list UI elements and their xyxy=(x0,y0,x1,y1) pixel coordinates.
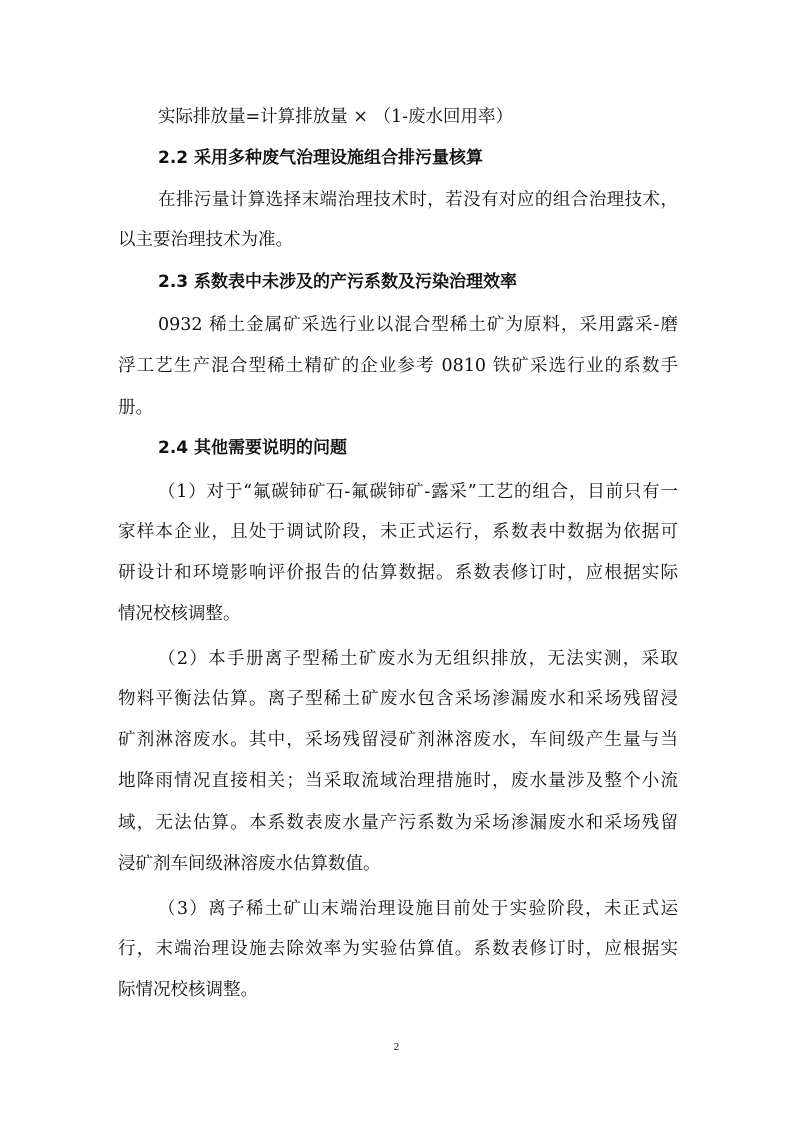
paragraph-line: 在排污量计算选择末端治理技术时，若没有对应的组合治理技术， xyxy=(158,190,678,210)
paragraph-line: （2）本手册离子型稀土矿废水为无组织排放，无法实测，采取 xyxy=(158,649,678,669)
paragraph-line: 行，末端治理设施去除效率为实验估算值。系数表修订时，应根据实 xyxy=(118,939,678,959)
paragraph-line: （1）对于“氟碳铈矿石-氟碳铈矿-露采”工艺的组合，目前只有一 xyxy=(158,482,678,502)
formula-line: 实际排放量=计算排放量 × （1-废水回用率） xyxy=(158,107,513,127)
paragraph-line: 浮工艺生产混合型稀土精矿的企业参考 0810 铁矿采选行业的系数手 xyxy=(118,356,678,376)
paragraph-line: 0932 稀土金属矿采选行业以混合型稀土矿为原料，采用露采-磨 xyxy=(158,315,678,335)
paragraph-line: 家样本企业，且处于调试阶段，未正式运行，系数表中数据为依据可 xyxy=(118,522,678,542)
paragraph-line: 地降雨情况直接相关；当采取流域治理措施时，废水量涉及整个小流 xyxy=(118,771,678,791)
paragraph-line: 浸矿剂车间级淋溶废水估算数值。 xyxy=(118,854,381,874)
paragraph-line: 以主要治理技术为准。 xyxy=(118,230,293,250)
paragraph-line: （3）离子稀土矿山末端治理设施目前处于实验阶段，未正式运 xyxy=(158,899,678,919)
paragraph-line: 矿剂淋溶废水。其中，采场残留浸矿剂淋溶废水，车间级产生量与当 xyxy=(118,730,678,750)
paragraph-line: 域，无法估算。本系数表废水量产污系数为采场渗漏废水和采场残留 xyxy=(118,813,678,833)
paragraph-line: 情况校核调整。 xyxy=(118,604,241,624)
paragraph-line: 物料平衡法估算。离子型稀土矿废水包含采场渗漏废水和采场残留浸 xyxy=(118,689,678,709)
section-heading-2-2: 2.2 采用多种废气治理设施组合排污量核算 xyxy=(158,148,484,168)
paragraph-line: 册。 xyxy=(118,398,153,418)
paragraph-line: 研设计和环境影响评价报告的估算数据。系数表修订时，应根据实际 xyxy=(118,563,678,583)
page-number: 2 xyxy=(393,1041,400,1053)
paragraph-line: 际情况校核调整。 xyxy=(118,980,258,1000)
section-heading-2-4: 2.4 其他需要说明的问题 xyxy=(158,438,348,458)
section-heading-2-3: 2.3 系数表中未涉及的产污系数及污染治理效率 xyxy=(158,272,518,292)
